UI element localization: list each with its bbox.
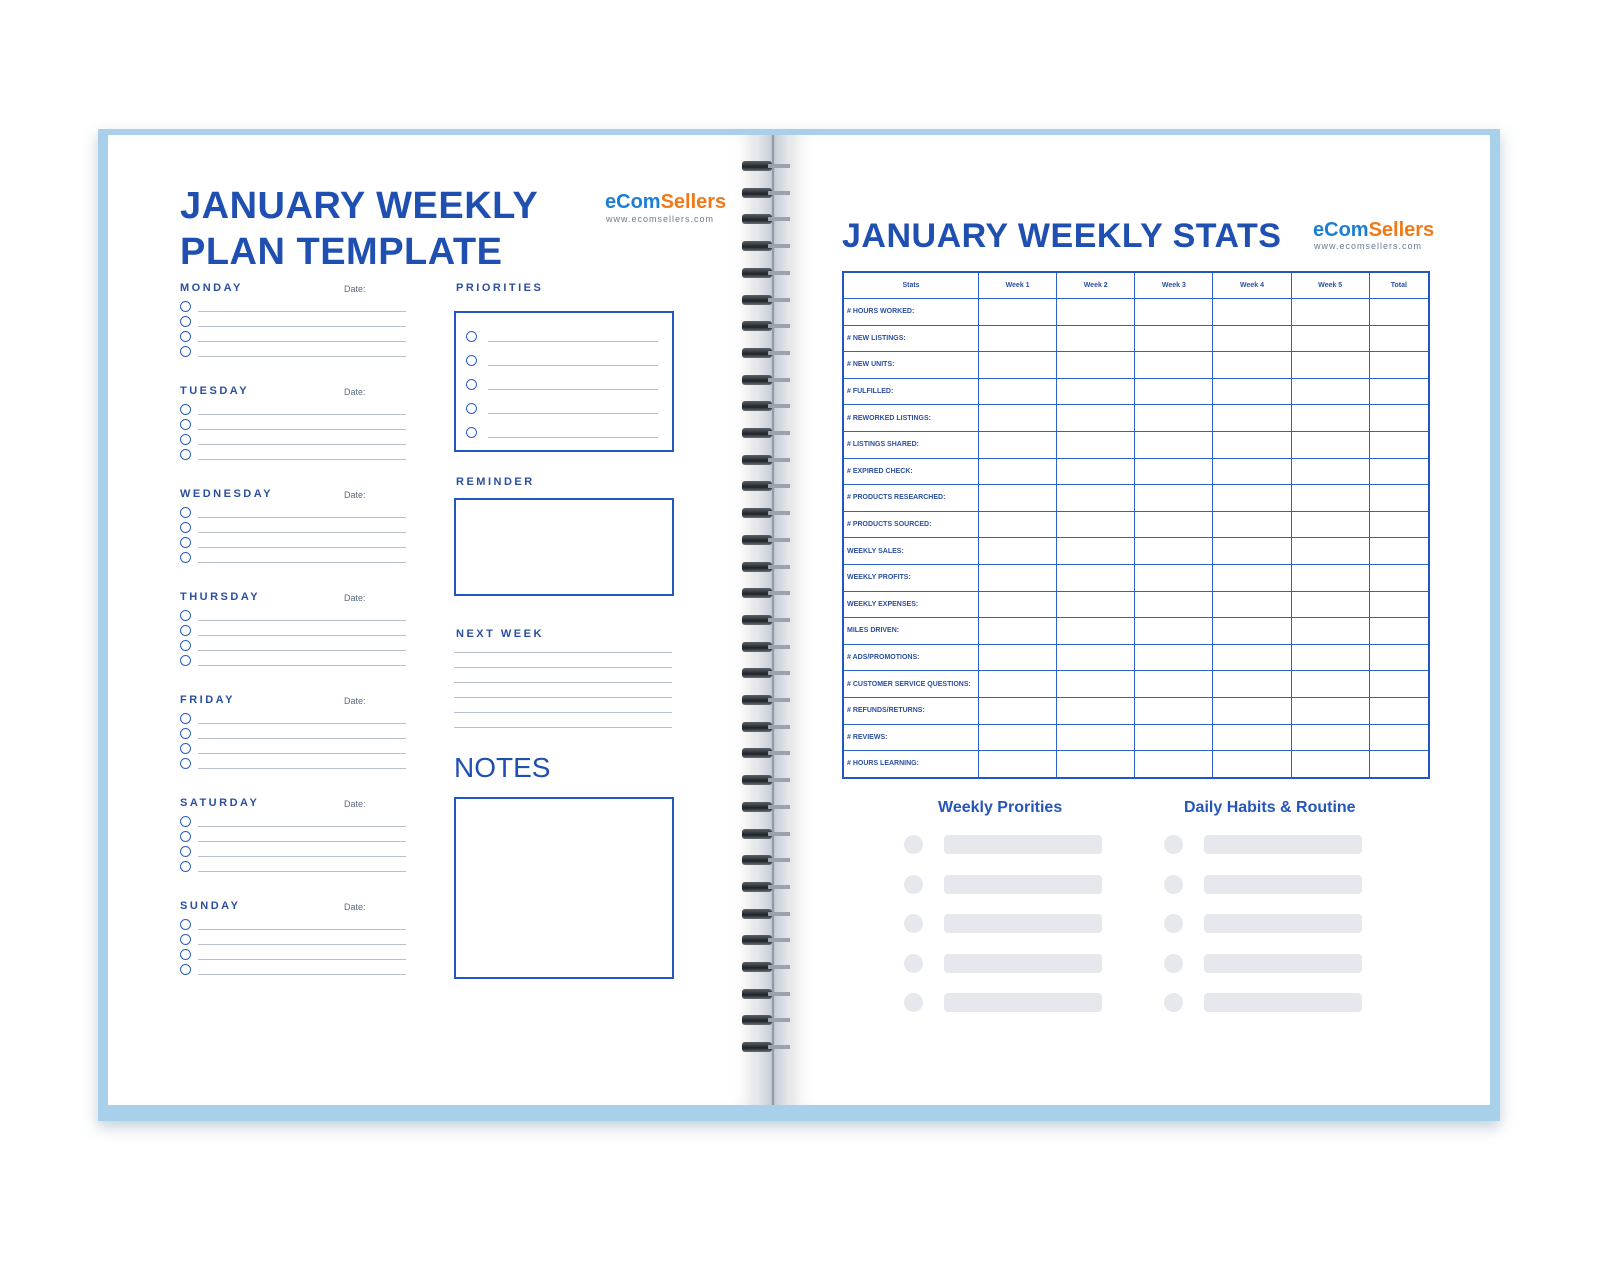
stat-cell[interactable]: [1213, 644, 1291, 671]
task-checkbox[interactable]: [180, 552, 191, 563]
stat-cell[interactable]: [1057, 564, 1135, 591]
priority-line[interactable]: [488, 341, 658, 342]
date-label: Date:: [344, 593, 366, 603]
stat-label: # REVIEWS:: [843, 724, 979, 751]
habit-placeholder[interactable]: [1204, 835, 1362, 854]
stat-cell[interactable]: [1213, 458, 1291, 485]
habit-placeholder[interactable]: [1204, 993, 1362, 1012]
stat-cell[interactable]: [1291, 618, 1369, 645]
stat-cell[interactable]: [1213, 591, 1291, 618]
task-line[interactable]: [198, 326, 406, 327]
stat-cell[interactable]: [1135, 511, 1213, 538]
stat-cell[interactable]: [1291, 697, 1369, 724]
day-label-tuesday: TUESDAY: [180, 385, 250, 397]
task-line[interactable]: [198, 665, 406, 666]
priority-line[interactable]: [488, 413, 658, 414]
column-header: Week 4: [1213, 272, 1291, 299]
table-row: [843, 644, 1429, 671]
stat-cell[interactable]: [1057, 671, 1135, 698]
task-checkbox[interactable]: [180, 434, 191, 445]
stat-cell[interactable]: [1057, 644, 1135, 671]
stat-cell[interactable]: [979, 644, 1057, 671]
task-line[interactable]: [198, 562, 406, 563]
stat-label: WEEKLY EXPENSES:: [843, 591, 979, 618]
table-row: [843, 405, 1429, 432]
day-label-saturday: SATURDAY: [180, 797, 260, 809]
task-line[interactable]: [198, 753, 406, 754]
stat-cell[interactable]: [979, 378, 1057, 405]
task-line[interactable]: [198, 974, 406, 975]
stat-cell[interactable]: [1135, 671, 1213, 698]
stat-cell[interactable]: [979, 458, 1057, 485]
stat-cell[interactable]: [1057, 591, 1135, 618]
stat-label: # ADS/PROMOTIONS:: [843, 644, 979, 671]
stat-cell[interactable]: [979, 591, 1057, 618]
habit-bullet: [1164, 835, 1183, 854]
stat-label: # PRODUCTS RESEARCHED:: [843, 485, 979, 512]
stat-cell[interactable]: [1291, 485, 1369, 512]
title-line-1: JANUARY WEEKLY: [180, 185, 539, 227]
stat-cell[interactable]: [1291, 325, 1369, 352]
task-checkbox[interactable]: [180, 949, 191, 960]
column-header: Stats: [843, 272, 979, 299]
task-line[interactable]: [198, 547, 406, 548]
next-week-line[interactable]: [454, 727, 672, 728]
task-line[interactable]: [198, 444, 406, 445]
habit-bullet: [1164, 993, 1183, 1012]
stat-cell[interactable]: [1369, 458, 1429, 485]
stat-cell[interactable]: [1369, 564, 1429, 591]
task-line[interactable]: [198, 856, 406, 857]
stat-label: # HOURS WORKED:: [843, 299, 979, 326]
task-line[interactable]: [198, 841, 406, 842]
task-checkbox[interactable]: [180, 758, 191, 769]
next-week-line[interactable]: [454, 652, 672, 653]
task-line[interactable]: [198, 738, 406, 739]
stat-label: # LISTINGS SHARED:: [843, 431, 979, 458]
next-week-line[interactable]: [454, 667, 672, 668]
stat-cell[interactable]: [1369, 485, 1429, 512]
priority-bullet: [904, 914, 923, 933]
task-line[interactable]: [198, 929, 406, 930]
next-week-label: NEXT WEEK: [456, 628, 544, 640]
task-checkbox[interactable]: [180, 507, 191, 518]
stat-label: MILES DRIVEN:: [843, 618, 979, 645]
priority-placeholder[interactable]: [944, 914, 1102, 933]
priorities-box[interactable]: [454, 311, 674, 452]
weekly-stats-table: [842, 271, 1430, 779]
stat-cell[interactable]: [979, 697, 1057, 724]
table-row: [843, 618, 1429, 645]
stat-cell[interactable]: [1135, 591, 1213, 618]
task-line[interactable]: [198, 429, 406, 430]
next-week-line[interactable]: [454, 712, 672, 713]
reminder-box[interactable]: [454, 498, 674, 596]
stat-cell[interactable]: [1213, 485, 1291, 512]
column-header: Week 1: [979, 272, 1057, 299]
task-line[interactable]: [198, 944, 406, 945]
stat-cell[interactable]: [1291, 378, 1369, 405]
task-checkbox[interactable]: [180, 640, 191, 651]
priority-checkbox[interactable]: [466, 427, 477, 438]
stat-cell[interactable]: [979, 405, 1057, 432]
table-row: [843, 378, 1429, 405]
task-line[interactable]: [198, 959, 406, 960]
stat-cell[interactable]: [1291, 591, 1369, 618]
stat-cell[interactable]: [1057, 724, 1135, 751]
task-checkbox[interactable]: [180, 743, 191, 754]
priority-bullet: [904, 954, 923, 973]
task-line[interactable]: [198, 532, 406, 533]
stat-cell[interactable]: [1057, 751, 1135, 778]
priority-bullet: [904, 875, 923, 894]
task-checkbox[interactable]: [180, 964, 191, 975]
stat-cell[interactable]: [1291, 352, 1369, 379]
day-label-wednesday: WEDNESDAY: [180, 488, 273, 500]
priority-placeholder[interactable]: [944, 835, 1102, 854]
brand-logo: [1313, 219, 1434, 242]
stat-cell[interactable]: [1057, 378, 1135, 405]
habit-bullet: [1164, 875, 1183, 894]
stat-label: WEEKLY SALES:: [843, 538, 979, 565]
habit-placeholder[interactable]: [1204, 914, 1362, 933]
day-label-thursday: THURSDAY: [180, 591, 261, 603]
stat-cell[interactable]: [1369, 511, 1429, 538]
column-header: Total: [1369, 272, 1429, 299]
stat-cell[interactable]: [1057, 458, 1135, 485]
stat-cell[interactable]: [1213, 538, 1291, 565]
stat-cell[interactable]: [979, 511, 1057, 538]
stat-cell[interactable]: [1057, 299, 1135, 326]
stat-cell[interactable]: [1291, 458, 1369, 485]
date-label: Date:: [344, 696, 366, 706]
stat-cell[interactable]: [1291, 751, 1369, 778]
priority-line[interactable]: [488, 437, 658, 438]
stat-cell[interactable]: [1369, 538, 1429, 565]
stat-cell[interactable]: [1291, 405, 1369, 432]
stat-cell[interactable]: [979, 671, 1057, 698]
stat-cell[interactable]: [1213, 431, 1291, 458]
task-checkbox[interactable]: [180, 331, 191, 342]
table-header-row: [843, 272, 1429, 299]
stat-cell[interactable]: [1291, 538, 1369, 565]
stat-cell[interactable]: [1135, 697, 1213, 724]
stat-cell[interactable]: [979, 564, 1057, 591]
stat-cell[interactable]: [1213, 405, 1291, 432]
stat-cell[interactable]: [1135, 564, 1213, 591]
stat-cell[interactable]: [1291, 724, 1369, 751]
stat-cell[interactable]: [979, 538, 1057, 565]
table-row: [843, 538, 1429, 565]
stat-cell[interactable]: [1291, 511, 1369, 538]
stat-cell[interactable]: [1213, 511, 1291, 538]
stat-cell[interactable]: [1135, 618, 1213, 645]
stat-cell[interactable]: [1369, 697, 1429, 724]
task-line[interactable]: [198, 620, 406, 621]
title-line-2: PLAN TEMPLATE: [180, 231, 503, 273]
stat-label: WEEKLY PROFITS:: [843, 564, 979, 591]
weekly-stats-page: [790, 135, 1490, 1105]
priority-checkbox[interactable]: [466, 403, 477, 414]
notebook: [98, 129, 1500, 1121]
priority-checkbox[interactable]: [466, 355, 477, 366]
table-row: [843, 325, 1429, 352]
priority-bullet: [904, 835, 923, 854]
priorities-label: PRIORITIES: [456, 282, 544, 294]
stat-cell[interactable]: [1369, 325, 1429, 352]
task-line[interactable]: [198, 311, 406, 312]
date-label: Date:: [344, 799, 366, 809]
notes-title: NOTES: [454, 752, 551, 783]
stat-cell[interactable]: [1057, 405, 1135, 432]
stat-cell[interactable]: [1135, 299, 1213, 326]
spiral-binding: [756, 135, 790, 1105]
priority-checkbox[interactable]: [466, 331, 477, 342]
stat-cell[interactable]: [1213, 325, 1291, 352]
priority-line[interactable]: [488, 389, 658, 390]
stat-cell[interactable]: [1369, 378, 1429, 405]
day-label-sunday: SUNDAY: [180, 900, 241, 912]
stat-cell[interactable]: [1057, 697, 1135, 724]
reminder-label: REMINDER: [456, 476, 535, 488]
stat-cell[interactable]: [979, 299, 1057, 326]
stat-cell[interactable]: [979, 751, 1057, 778]
stat-label: # NEW LISTINGS:: [843, 325, 979, 352]
table-row: [843, 564, 1429, 591]
stat-cell[interactable]: [1057, 325, 1135, 352]
task-checkbox[interactable]: [180, 522, 191, 533]
stat-cell[interactable]: [979, 431, 1057, 458]
brand-logo-sellers: Sellers: [1368, 219, 1435, 241]
weekly-priorities-title: Weekly Prorities: [938, 799, 1063, 816]
priority-bullet: [904, 993, 923, 1012]
day-label-friday: FRIDAY: [180, 694, 235, 706]
stat-cell[interactable]: [1369, 671, 1429, 698]
stat-cell[interactable]: [1369, 431, 1429, 458]
habit-placeholder[interactable]: [1204, 954, 1362, 973]
table-row: [843, 458, 1429, 485]
stat-cell[interactable]: [1369, 644, 1429, 671]
date-label: Date:: [344, 387, 366, 397]
page-title: [180, 183, 538, 275]
task-checkbox[interactable]: [180, 625, 191, 636]
priority-placeholder[interactable]: [944, 954, 1102, 973]
stat-cell[interactable]: [1057, 618, 1135, 645]
stat-label: # HOURS LEARNING:: [843, 751, 979, 778]
stat-cell[interactable]: [1057, 538, 1135, 565]
stat-cell[interactable]: [1291, 564, 1369, 591]
stat-cell[interactable]: [1213, 299, 1291, 326]
stat-cell[interactable]: [1213, 697, 1291, 724]
table-row: [843, 671, 1429, 698]
stat-cell[interactable]: [1369, 751, 1429, 778]
stat-cell[interactable]: [979, 618, 1057, 645]
table-row: [843, 299, 1429, 326]
stat-cell[interactable]: [1291, 299, 1369, 326]
task-checkbox[interactable]: [180, 934, 191, 945]
habit-bullet: [1164, 954, 1183, 973]
stat-cell[interactable]: [1135, 378, 1213, 405]
stat-cell[interactable]: [979, 325, 1057, 352]
stat-label: # NEW UNITS:: [843, 352, 979, 379]
stat-cell[interactable]: [1213, 618, 1291, 645]
table-row: [843, 485, 1429, 512]
task-checkbox[interactable]: [180, 728, 191, 739]
task-line[interactable]: [198, 871, 406, 872]
stat-cell[interactable]: [1135, 431, 1213, 458]
next-week-line[interactable]: [454, 697, 672, 698]
stat-label: # CUSTOMER SERVICE QUESTIONS:: [843, 671, 979, 698]
stat-cell[interactable]: [1135, 405, 1213, 432]
page-title: JANUARY WEEKLY STATS: [842, 217, 1282, 255]
priority-placeholder[interactable]: [944, 993, 1102, 1012]
task-checkbox[interactable]: [180, 713, 191, 724]
daily-habits-title: Daily Habits & Routine: [1184, 799, 1356, 816]
stat-cell[interactable]: [1135, 538, 1213, 565]
task-line[interactable]: [198, 459, 406, 460]
stat-cell[interactable]: [1213, 751, 1291, 778]
stat-cell[interactable]: [1369, 352, 1429, 379]
habit-bullet: [1164, 914, 1183, 933]
next-week-line[interactable]: [454, 682, 672, 683]
brand-url: www.ecomsellers.com: [606, 214, 715, 224]
task-line[interactable]: [198, 826, 406, 827]
stat-cell[interactable]: [1213, 352, 1291, 379]
date-label: Date:: [344, 284, 366, 294]
stat-cell[interactable]: [1135, 644, 1213, 671]
table-row: [843, 511, 1429, 538]
stat-cell[interactable]: [1291, 644, 1369, 671]
priority-checkbox[interactable]: [466, 379, 477, 390]
stat-cell[interactable]: [979, 724, 1057, 751]
task-checkbox[interactable]: [180, 419, 191, 430]
stat-cell[interactable]: [1213, 564, 1291, 591]
task-checkbox[interactable]: [180, 404, 191, 415]
task-checkbox[interactable]: [180, 831, 191, 842]
task-checkbox[interactable]: [180, 537, 191, 548]
table-row: [843, 431, 1429, 458]
column-header: Week 3: [1135, 272, 1213, 299]
priority-line[interactable]: [488, 365, 658, 366]
task-checkbox[interactable]: [180, 919, 191, 930]
task-line[interactable]: [198, 650, 406, 651]
stat-label: # REWORKED LISTINGS:: [843, 405, 979, 432]
stat-cell[interactable]: [1291, 671, 1369, 698]
date-label: Date:: [344, 490, 366, 500]
stat-cell[interactable]: [979, 352, 1057, 379]
task-checkbox[interactable]: [180, 316, 191, 327]
stat-cell[interactable]: [1291, 431, 1369, 458]
stat-cell[interactable]: [1057, 485, 1135, 512]
task-checkbox[interactable]: [180, 346, 191, 357]
task-checkbox[interactable]: [180, 449, 191, 460]
task-checkbox[interactable]: [180, 301, 191, 312]
stat-cell[interactable]: [1135, 724, 1213, 751]
stat-label: # PRODUCTS SOURCED:: [843, 511, 979, 538]
table-row: [843, 352, 1429, 379]
task-checkbox[interactable]: [180, 655, 191, 666]
weekly-plan-page: [108, 135, 756, 1105]
stat-cell[interactable]: [1369, 591, 1429, 618]
stat-cell[interactable]: [1213, 724, 1291, 751]
notes-box[interactable]: [454, 797, 674, 979]
task-checkbox[interactable]: [180, 816, 191, 827]
task-line[interactable]: [198, 356, 406, 357]
brand-logo: [605, 191, 726, 214]
stat-cell[interactable]: [1135, 325, 1213, 352]
table-row: [843, 591, 1429, 618]
brand-logo-ecom: eCom: [1313, 219, 1369, 241]
column-header: Week 2: [1057, 272, 1135, 299]
stat-cell[interactable]: [1213, 378, 1291, 405]
stat-cell[interactable]: [1369, 299, 1429, 326]
task-line[interactable]: [198, 635, 406, 636]
stat-label: # REFUNDS/RETURNS:: [843, 697, 979, 724]
stat-cell[interactable]: [1135, 751, 1213, 778]
brand-logo-ecom: eCom: [605, 191, 661, 213]
stat-cell[interactable]: [1369, 405, 1429, 432]
stat-label: # EXPIRED CHECK:: [843, 458, 979, 485]
stat-cell[interactable]: [979, 485, 1057, 512]
task-line[interactable]: [198, 768, 406, 769]
habit-placeholder[interactable]: [1204, 875, 1362, 894]
stat-cell[interactable]: [1057, 352, 1135, 379]
stat-cell[interactable]: [1213, 671, 1291, 698]
stat-cell[interactable]: [1135, 352, 1213, 379]
task-line[interactable]: [198, 341, 406, 342]
table-row: [843, 697, 1429, 724]
task-line[interactable]: [198, 517, 406, 518]
day-label-monday: MONDAY: [180, 282, 243, 294]
task-line[interactable]: [198, 414, 406, 415]
stat-cell[interactable]: [1057, 511, 1135, 538]
date-label: Date:: [344, 902, 366, 912]
table-row: [843, 724, 1429, 751]
stat-cell[interactable]: [1369, 618, 1429, 645]
priority-placeholder[interactable]: [944, 875, 1102, 894]
task-checkbox[interactable]: [180, 846, 191, 857]
stat-cell[interactable]: [1369, 724, 1429, 751]
stat-cell[interactable]: [1135, 485, 1213, 512]
task-checkbox[interactable]: [180, 861, 191, 872]
stat-cell[interactable]: [1135, 458, 1213, 485]
stat-label: # FULFILLED:: [843, 378, 979, 405]
stat-cell[interactable]: [1057, 431, 1135, 458]
column-header: Week 5: [1291, 272, 1369, 299]
brand-url: www.ecomsellers.com: [1314, 241, 1423, 251]
brand-logo-sellers: Sellers: [660, 191, 727, 213]
table-body: [843, 299, 1429, 778]
task-checkbox[interactable]: [180, 610, 191, 621]
task-line[interactable]: [198, 723, 406, 724]
table-row: [843, 751, 1429, 778]
